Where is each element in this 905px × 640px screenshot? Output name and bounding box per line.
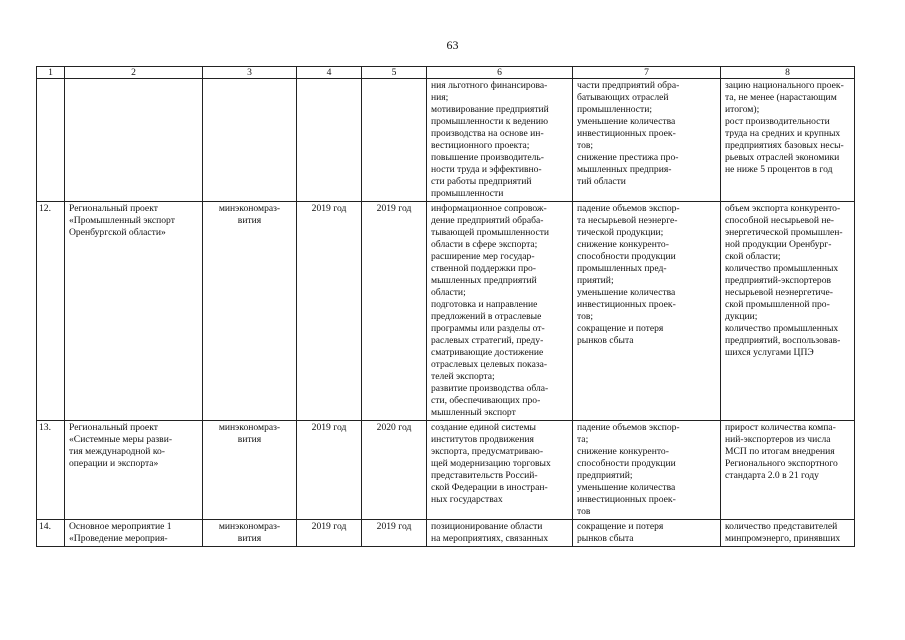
cell-text: 14.: [39, 521, 51, 532]
cell-line: количество представителей: [725, 521, 838, 532]
consequences-cell: [573, 202, 721, 421]
cell-line: подготовка и направление: [431, 299, 538, 310]
consequences-cell: [573, 79, 721, 202]
cell-line: мотивирование предприятий: [431, 104, 549, 115]
cell-line: не ниже 5 процентов в год: [725, 164, 833, 175]
cell-line: позиционирование области: [431, 521, 543, 532]
cell-line: области;: [431, 287, 466, 298]
cell-line: стандарта 2.0 в 21 году: [725, 470, 819, 481]
indicator-link-cell: [721, 202, 855, 421]
cell-line: способной несырьевой не-: [725, 215, 834, 226]
measure-name-cell: [65, 202, 203, 421]
measure-name-cell: [65, 520, 203, 547]
cell-line: рост производительности: [725, 116, 830, 127]
cell-line: мышленный экспорт: [431, 407, 516, 418]
cell-line: раслевых стратегий, преду-: [431, 335, 544, 346]
column-number: 6: [427, 67, 573, 79]
cell-line: тия международной ко-: [69, 446, 165, 457]
indicator-link-cell: [721, 421, 855, 520]
cell-line: сматривающие достижение: [431, 347, 544, 358]
expected-result-cell: [427, 79, 573, 202]
cell-line: ской Федерации в иностран-: [431, 482, 548, 493]
cell-line: сокращение и потеря: [577, 521, 664, 532]
cell-line: вития: [237, 215, 262, 226]
cell-line: отраслевых целевых показа-: [431, 359, 548, 370]
cell-line: инвестиционных проек-: [577, 128, 676, 139]
cell-line: части предприятий обра-: [577, 80, 680, 91]
executor-cell: [203, 421, 297, 520]
cell-line: объем экспорта конкуренто-: [725, 203, 841, 214]
cell-line: сокращение и потеря: [577, 323, 664, 334]
cell-line: тов;: [577, 140, 594, 151]
cell-line: мышленных предприя-: [577, 164, 672, 175]
cell-line: вития: [237, 533, 262, 544]
cell-line: предложений в отраслевые: [431, 311, 542, 322]
table-row: [37, 421, 855, 520]
cell-line: ности труда и эффективно-: [431, 164, 542, 175]
expected-result-cell: [427, 520, 573, 547]
cell-line: Оренбургской области»: [69, 227, 166, 238]
cell-line: промышленных пред-: [577, 263, 667, 274]
cell-line: ния;: [431, 92, 449, 103]
column-number: 7: [573, 67, 721, 79]
cell-line: «Промышленный экспорт: [69, 215, 175, 226]
cell-line: области в сфере экспорта;: [431, 239, 538, 250]
cell-line: создание единой системы: [431, 422, 536, 433]
cell-line: та несырьевой неэнерге-: [577, 215, 678, 226]
cell-line: МСП по итогам внедрения: [725, 446, 835, 457]
cell-line: тов: [577, 506, 591, 517]
cell-line: инвестиционных проек-: [577, 494, 676, 505]
cell-line: уменьшение количества: [577, 482, 676, 493]
cell-text: 2019 год: [376, 521, 412, 532]
cell-line: информационное сопровож-: [431, 203, 547, 214]
cell-text: 2019 год: [311, 203, 347, 214]
cell-line: расширение мер государ-: [431, 251, 535, 262]
cell-line: операции и экспорта»: [69, 458, 159, 469]
row-number-cell: [37, 421, 65, 520]
cell-text: 2019 год: [311, 521, 347, 532]
table-row: [37, 79, 855, 202]
cell-line: падение объемов экспор-: [577, 422, 680, 433]
cell-line: шихся услугами ЦПЭ: [725, 347, 814, 358]
cell-line: минэкономраз-: [218, 203, 281, 214]
cell-line: Основное мероприятие 1: [69, 521, 172, 532]
column-number-row: [37, 67, 855, 79]
cell-line: программы или разделы от-: [431, 323, 545, 334]
cell-line: ной продукции Оренбург-: [725, 239, 832, 250]
cell-line: ния льготного финансирова-: [431, 80, 548, 91]
end-year-cell: [362, 421, 427, 520]
cell-line: «Системные меры разви-: [69, 434, 173, 445]
cell-line: батывающих отраслей: [577, 92, 669, 103]
cell-text: 2019 год: [311, 422, 347, 433]
start-year-cell: [297, 520, 362, 547]
cell-line: уменьшение количества: [577, 287, 676, 298]
cell-line: труда на средних и крупных: [725, 128, 841, 139]
cell-line: предприятий, воспользовав-: [725, 335, 841, 346]
cell-line: повышение производитель-: [431, 152, 544, 163]
cell-line: способности продукции: [577, 458, 676, 469]
cell-line: тий области: [577, 176, 626, 187]
cell-line: дение предприятий обраба-: [431, 215, 544, 226]
program-table: [36, 66, 855, 547]
cell-line: приятий;: [577, 275, 614, 286]
cell-line: прирост количества компа-: [725, 422, 836, 433]
table-row: [37, 520, 855, 547]
cell-line: количество промышленных: [725, 263, 839, 274]
expected-result-cell: [427, 421, 573, 520]
cell-line: дукции;: [725, 311, 758, 322]
indicator-link-cell: [721, 79, 855, 202]
row-number-cell: [37, 520, 65, 547]
cell-line: минпромэнерго, принявших: [725, 533, 841, 544]
cell-line: уменьшение количества: [577, 116, 676, 127]
cell-line: тической продукции;: [577, 227, 664, 238]
start-year-cell: [297, 79, 362, 202]
cell-line: сти, обеспечивающих про-: [431, 395, 541, 406]
page-number: 63: [446, 38, 459, 52]
cell-line: ний-экспортеров из числа: [725, 434, 831, 445]
cell-line: представительств Россий-: [431, 470, 538, 481]
cell-text: 2019 год: [376, 203, 412, 214]
start-year-cell: [297, 202, 362, 421]
cell-line: минэкономраз-: [218, 422, 281, 433]
cell-line: вестиционного проекта;: [431, 140, 530, 151]
cell-line: минэкономраз-: [218, 521, 281, 532]
cell-line: та;: [577, 434, 589, 445]
cell-line: ных государствах: [431, 494, 503, 505]
cell-line: предприятий-экспортеров: [725, 275, 832, 286]
end-year-cell: [362, 520, 427, 547]
column-number: 4: [297, 67, 362, 79]
cell-line: телей экспорта;: [431, 371, 495, 382]
cell-line: тов;: [577, 311, 594, 322]
cell-line: ственной поддержки про-: [431, 263, 536, 274]
cell-line: рынков сбыта: [577, 533, 634, 544]
cell-text: 12.: [39, 203, 51, 214]
cell-line: экспорта, предусматриваю-: [431, 446, 544, 457]
measure-name-cell: [65, 421, 203, 520]
measure-name-cell: [65, 79, 203, 202]
column-number: 2: [65, 67, 203, 79]
executor-cell: [203, 520, 297, 547]
cell-line: ской промышленной про-: [725, 299, 830, 310]
cell-line: промышленности: [431, 188, 504, 199]
cell-line: снижение конкуренто-: [577, 239, 669, 250]
cell-line: рьевых отраслей экономики: [725, 152, 840, 163]
cell-text: 13.: [39, 422, 51, 433]
cell-line: количество промышленных: [725, 323, 839, 334]
executor-cell: [203, 79, 297, 202]
cell-line: падение объемов экспор-: [577, 203, 680, 214]
column-number: 1: [37, 67, 65, 79]
cell-line: та, не менее (нарастающим: [725, 92, 837, 103]
cell-line: Региональный проект: [69, 203, 158, 214]
cell-line: ской области;: [725, 251, 781, 262]
cell-line: предприятий;: [577, 470, 633, 481]
row-number-cell: [37, 79, 65, 202]
cell-line: снижение конкуренто-: [577, 446, 669, 457]
cell-line: щей модернизацию торговых: [431, 458, 551, 469]
column-number: 8: [721, 67, 855, 79]
expected-result-cell: [427, 202, 573, 421]
cell-line: Регионального экспортного: [725, 458, 838, 469]
cell-line: институтов продвижения: [431, 434, 534, 445]
cell-text: 2020 год: [376, 422, 412, 433]
cell-line: сти работы предприятий: [431, 176, 532, 187]
cell-line: вития: [237, 434, 262, 445]
table-row: [37, 202, 855, 421]
cell-line: Региональный проект: [69, 422, 158, 433]
cell-line: предприятиях базовых несы-: [725, 140, 844, 151]
cell-line: способности продукции: [577, 251, 676, 262]
cell-line: зацию национального проек-: [725, 80, 844, 91]
cell-line: рынков сбыта: [577, 335, 634, 346]
column-number: 3: [203, 67, 297, 79]
executor-cell: [203, 202, 297, 421]
cell-line: итогом);: [725, 104, 760, 115]
row-number-cell: [37, 202, 65, 421]
cell-line: мышленных предприятий: [431, 275, 537, 286]
end-year-cell: [362, 202, 427, 421]
consequences-cell: [573, 421, 721, 520]
consequences-cell: [573, 520, 721, 547]
cell-line: промышленности к ведению: [431, 116, 549, 127]
end-year-cell: [362, 79, 427, 202]
column-number: 5: [362, 67, 427, 79]
cell-line: снижение престижа про-: [577, 152, 679, 163]
cell-line: на мероприятиях, связанных: [431, 533, 549, 544]
cell-line: энергетической промышлен-: [725, 227, 843, 238]
start-year-cell: [297, 421, 362, 520]
cell-line: «Проведение мероприя-: [69, 533, 168, 544]
cell-line: несырьевой неэнергетиче-: [725, 287, 833, 298]
cell-line: развитие производства обла-: [431, 383, 549, 394]
cell-line: производства на основе ин-: [431, 128, 544, 139]
cell-line: инвестиционных проек-: [577, 299, 676, 310]
indicator-link-cell: [721, 520, 855, 547]
cell-line: промышленности;: [577, 104, 653, 115]
cell-line: тывающей промышленности: [431, 227, 550, 238]
